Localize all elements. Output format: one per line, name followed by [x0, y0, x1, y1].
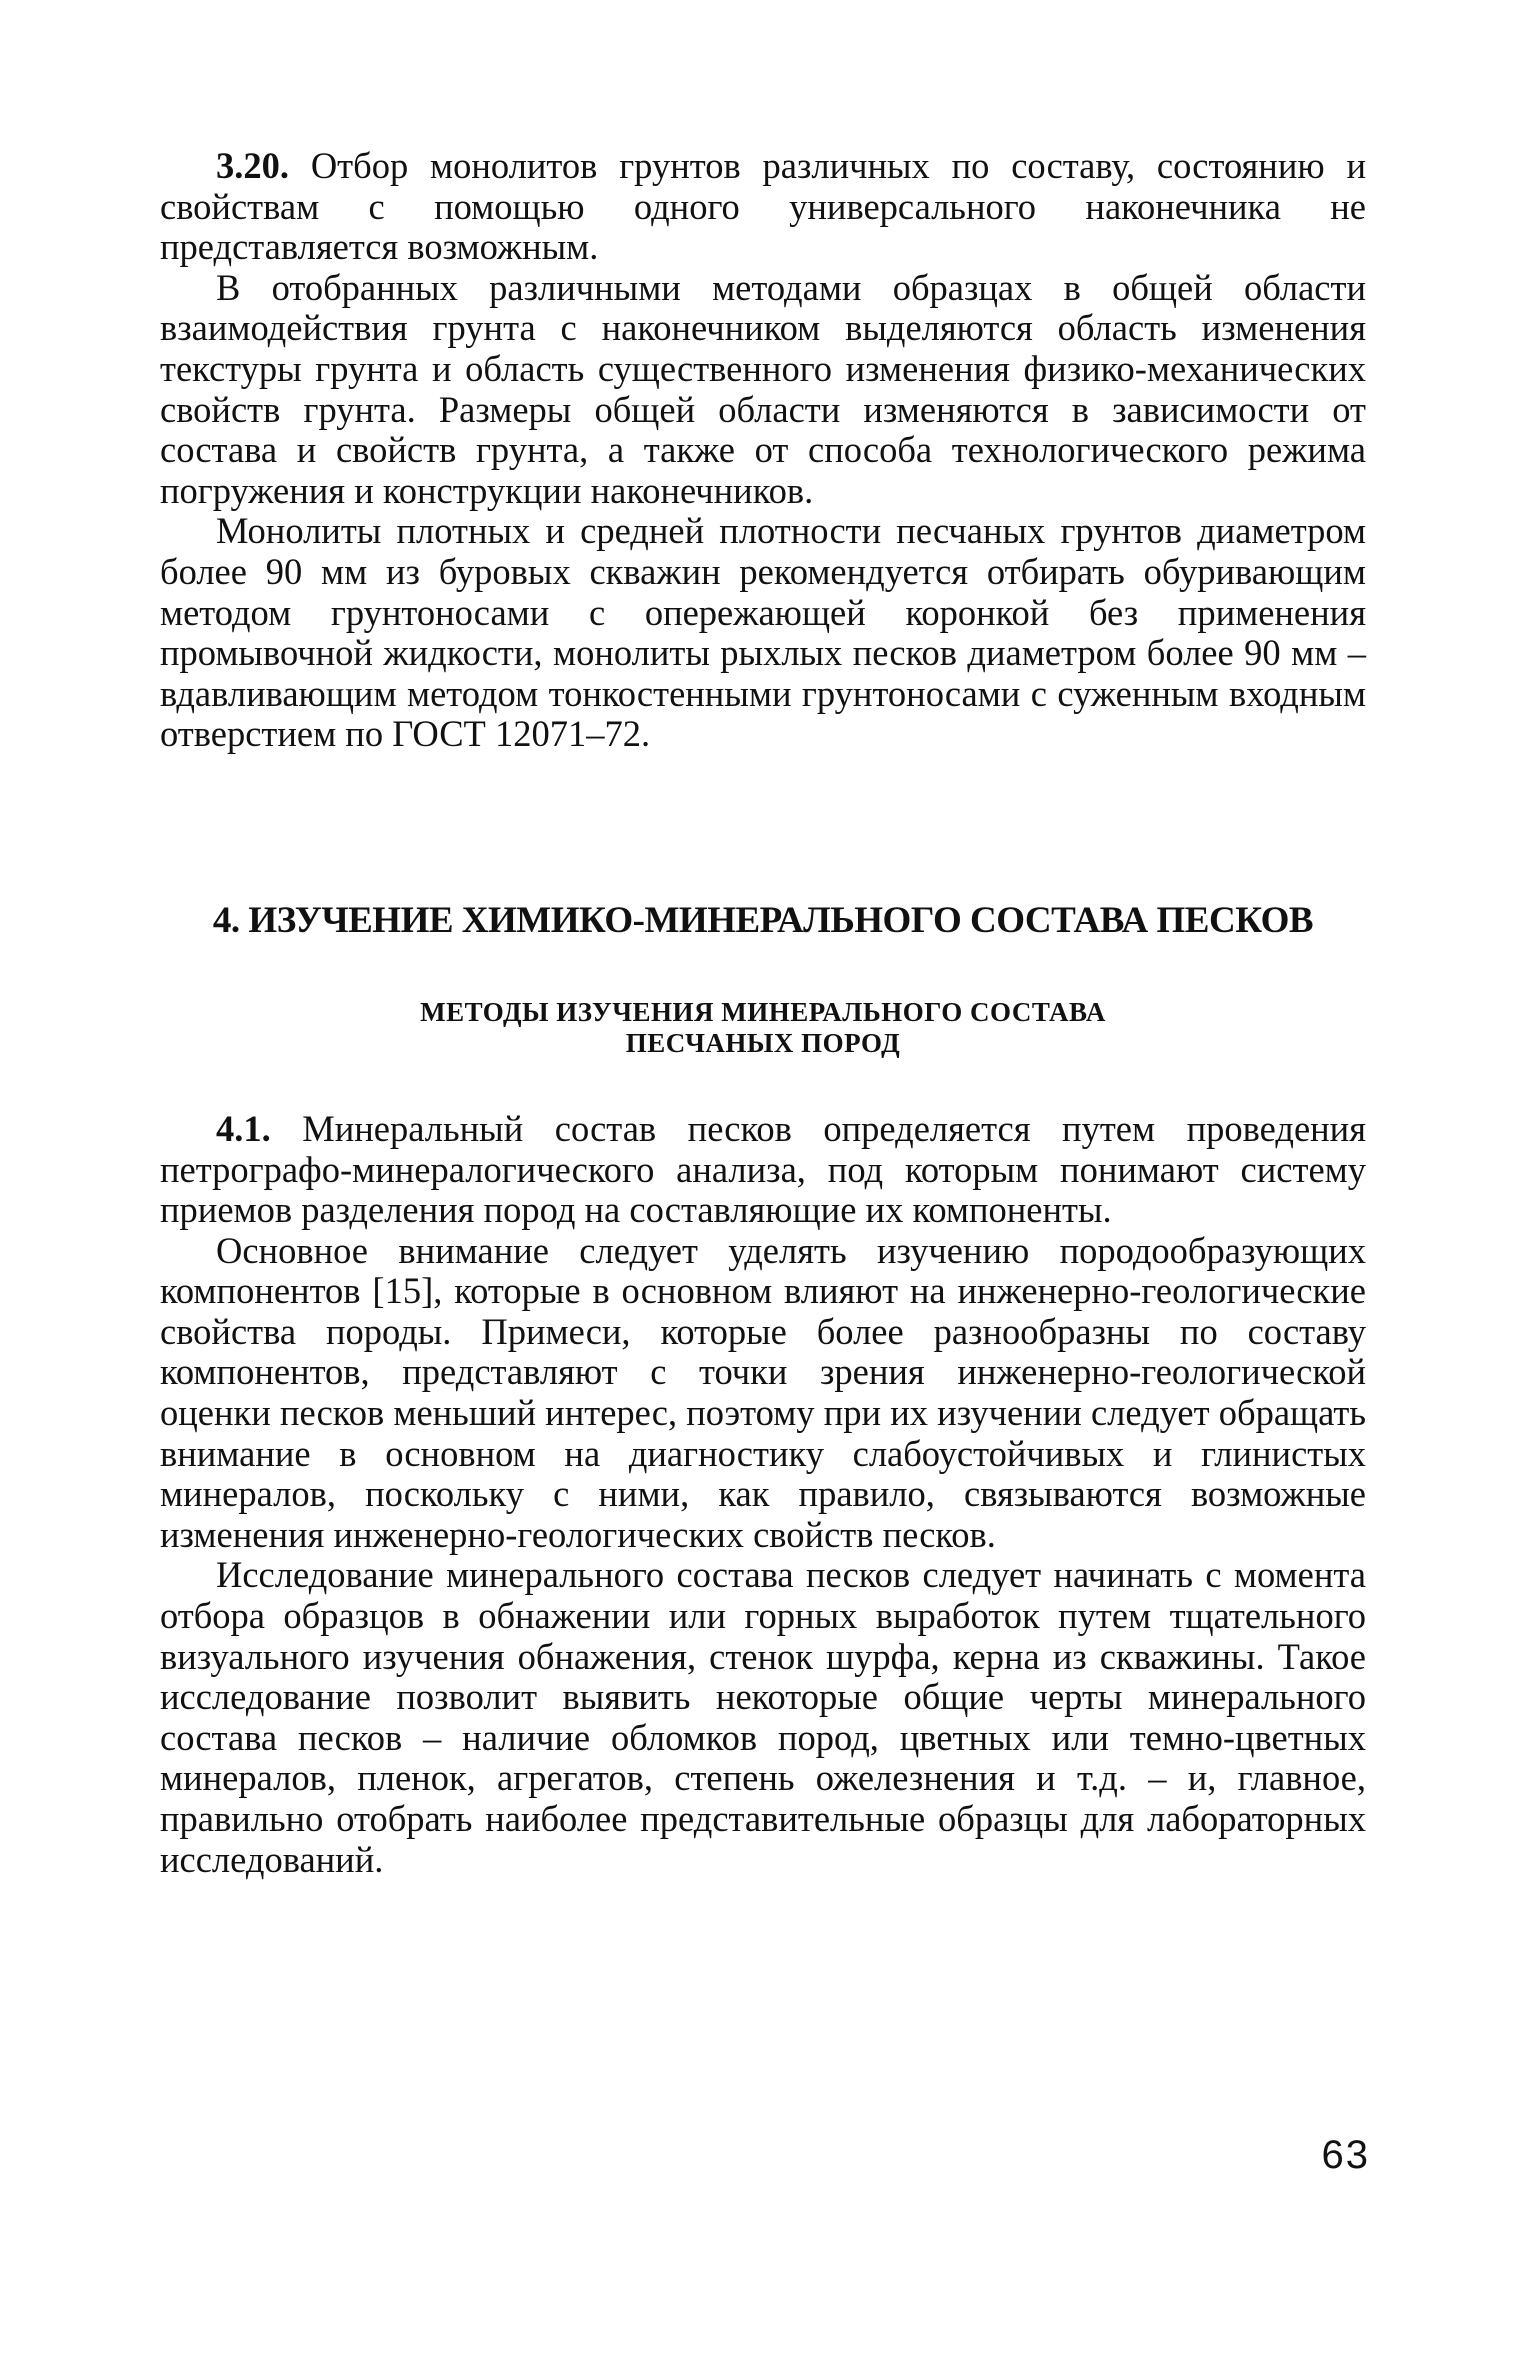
section-title-line-2: ПЕСЧАНЫХ ПОРОД: [625, 1027, 901, 1058]
paragraph-monolith-sampling: Монолиты плотных и средней плотности песчаных грунтов диаметром более 90 мм из буровых скважин рекомендуется отбирать обуривающим методом грунтоносами с опережающей коронкой без применения промывочной жидкости, монолиты рыхлых песков диаметром более 90 мм – вдавливающим методом тонкостенными грунтоносами с суженным входным отверстием по ГОСТ 12071–72.: [160, 510, 1366, 755]
page-content: [160, 146, 1366, 1880]
clause-number: 3.20.: [216, 145, 289, 186]
section-gap: [160, 755, 1366, 899]
clause-number: 4.1.: [216, 1107, 271, 1149]
clause-text: Минеральный состав песков определяется путем проведения петрографо-минералогического анализа, под которым понимают систему приемов разделения пород на составляющие их компоненты.: [160, 1107, 1366, 1231]
section-title: [160, 997, 1366, 1059]
page-number: 63: [1321, 2133, 1370, 2177]
section-title-line-1: МЕТОДЫ ИЗУЧЕНИЯ МИНЕРАЛЬНОГО СОСТАВА: [420, 996, 1106, 1027]
paragraph-main-attention: Основное внимание следует уделять изучению породообразующих компонентов [15], которые в основном влияют на инженерно-геологические свойства породы. Примеси, которые более разнообразны по составу компонентов, представляют с точки зрения инженерно-геологической оценки песков меньший интерес, поэтому при их изучении следует обращать внимание в основном на диагностику слабоустойчивых и глинистых минералов, поскольку с ними, как правило, связываются возможные изменения инженерно-геологических свойств песков.: [160, 1229, 1366, 1555]
paragraph-research-start: Исследование минерального состава песков следует начинать с момента отбора образцов в обнажении или горных выработок путем тщательного визуального изучения обнажения, стенок шурфа, керна из скважины. Такое исследование позволит выявить некоторые общие черты минерального состава песков – наличие обломков пород, цветных или темно-цветных минералов, пленок, агрегатов, степень ожелезнения и т.д. – и, главное, правильно отобрать наиболее представительные образцы для лабораторных исследований.: [160, 1554, 1366, 1880]
clause-text: Отбор монолитов грунтов различных по составу, состоянию и свойствам с помощью одного универсального наконечника не представляется возможным.: [160, 145, 1366, 268]
paragraph-interaction-zone: В отобранных различными методами образцах в общей области взаимодействия грунта с наконечником выделяются область изменения текстуры грунта и область существенного изменения физико-механических свойств грунта. Размеры общей области изменяются в зависимости от состава и свойств грунта, а также от способа технологического режима погружения и конструкции наконечников.: [160, 266, 1366, 511]
paragraph-3-20: [160, 146, 1366, 268]
chapter-title: 4. ИЗУЧЕНИЕ ХИМИКО-МИНЕРАЛЬНОГО СОСТАВА ПЕСКОВ: [212, 899, 1314, 941]
heading-gap: [160, 1059, 1366, 1109]
paragraph-4-1: [160, 1109, 1366, 1231]
